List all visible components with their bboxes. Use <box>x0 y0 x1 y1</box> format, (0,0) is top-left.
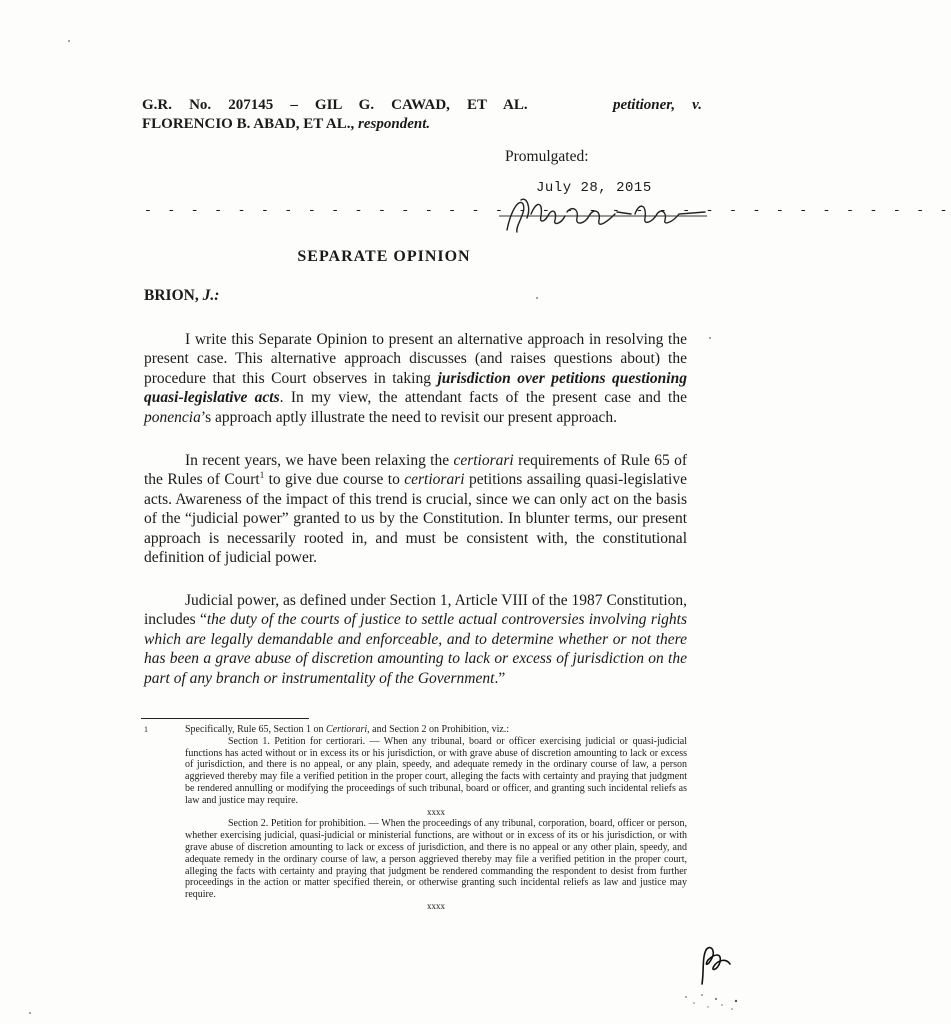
paragraph-2-certiorari-1: certiorari <box>453 452 514 469</box>
handwritten-signature-icon <box>497 190 712 238</box>
footnote-separator-2: xxxx <box>427 900 445 911</box>
paragraph-3 <box>144 591 687 688</box>
case-caption-line-1 <box>142 96 702 115</box>
paragraph-3-text-c: .” <box>494 669 506 687</box>
respondent-name: FLORENCIO B. ABAD, ET AL., <box>142 116 355 132</box>
footnote-section-2: Section 2. Petition for prohibition. — When the proceedings of any tribunal, corporation, board, officer or person, whether exercising judicial, quasi-judicial or ministerial functions, are without or in excess of its or his jurisdiction, or with grave abuse of discretion amounting to lack or excess of jurisdiction, and there is no appeal or any other plain, speedy, and adequate remedy in the ordinary course of law, a person aggrieved thereby may file a verified petition in the proper court, alleging the facts with certainty and praying that judgment be rendered commanding the respondent to desist from further proceedings in the action or matter specified therein, or otherwise granting such incidental reliefs as law and justice may require. <box>185 818 687 901</box>
scan-speck <box>29 1012 31 1014</box>
footnote-intro-c: , and Section 2 on Prohibition, viz.: <box>367 724 510 735</box>
paragraph-1 <box>144 330 687 427</box>
paragraph-2-text-d: to give due course to <box>264 471 405 489</box>
footnote-intro-certiorari: Certiorari <box>326 724 368 735</box>
paragraph-1-ponencia: ponencia <box>144 408 201 426</box>
paragraph-3-text-a: Judicial power, as defined under Section 1, Article VIII of the 1987 Constitution, includes “ <box>144 592 687 629</box>
paragraph-2-certiorari-2: certiorari <box>404 471 465 489</box>
footnote-separator-1: xxxx <box>427 806 445 817</box>
scan-speck <box>709 337 711 339</box>
author-name: BRION, <box>144 287 199 304</box>
paragraph-2-text-a: In recent years, we have been relaxing the <box>185 452 454 469</box>
case-caption-line-2 <box>142 116 430 132</box>
scan-speckle-icon <box>676 985 746 1015</box>
gr-number-and-petitioner: G.R. No. 207145 – GIL G. CAWAD, ET AL. <box>142 97 528 113</box>
footnote-divider <box>141 718 309 719</box>
scan-speck <box>68 40 70 42</box>
respondent-label: respondent. <box>358 116 431 132</box>
opinion-author <box>144 287 219 305</box>
case-caption <box>142 96 702 134</box>
footnote <box>142 724 687 913</box>
promulgation-dashed-line: - - - - - - - - - - - - - - - - - - - - - - - - - - - - - - - - - - - <box>144 203 951 218</box>
paragraph-1-text-e: ’s approach aptly illustrate the need to revisit our present approach. <box>200 408 618 426</box>
paragraph-2-text-f: petitions assailing quasi-legislative acts. Awareness of the impact of this trend is crucial, since we can only act on the basis of the “judicial power” granted to us by the Constitution. In blunter terms, our present approach is necessarily rooted in, and must be consistent with, the constitutional definition of judicial power. <box>144 471 687 567</box>
paragraph-2 <box>144 451 687 567</box>
footnote-intro <box>185 724 687 736</box>
paragraph-2-text-c: requirements of Rule 65 of the Rules of Court <box>144 452 687 489</box>
scan-speck <box>536 297 538 299</box>
opinion-title: SEPARATE OPINION <box>297 248 471 265</box>
footnote-reference[interactable]: 1 <box>259 470 265 481</box>
footnote-section-1: Section 1. Petition for certiorari. — When any tribunal, board or officer exercising judicial or quasi-judicial functions has acted without or in excess its or his jurisdiction, or with grave abuse of discretion amounting to lack or excess of jurisdiction, and there is no appeal, or any plain, speedy, and adequate remedy in the ordinary course of law, a person aggrieved thereby may file a verified petition in the proper court, alleging the facts with certainty and praying that judgment be rendered annulling or modifying the proceedings of such tribunal, board or officer, and granting such incidental reliefs as law and justice may require. <box>185 735 687 806</box>
promulgation-date: July 28, 2015 <box>536 180 652 196</box>
author-title: J.: <box>202 287 220 304</box>
paragraph-3-quote: the duty of the courts of justice to settle actual controversies involving rights which are legally demandable and enforceable, and to determine whether or not there has been a grave abuse of discretion amounting to lack or excess of jurisdiction on the part of any branch or instrumentality of the Government <box>144 611 687 687</box>
footnote-intro-a: Specifically, Rule 65, Section 1 on <box>185 724 326 735</box>
petitioner-label: petitioner, v. <box>612 97 703 113</box>
paragraph-1-emphasis: jurisdiction over petitions questioning quasi-legislative acts <box>144 369 687 407</box>
paragraph-1-text-c: . In my view, the attendant facts of the present case and the <box>279 389 687 407</box>
promulgated-label: Promulgated: <box>505 148 589 165</box>
handwritten-initials-icon <box>696 944 736 988</box>
paragraph-1-text-a: I write this Separate Opinion to present an alternative approach in resolving the present case. This alternative approach discusses (and raises questions about) the procedure that this Court observes in taking <box>144 331 687 387</box>
footnote-mark: 1 <box>144 725 148 734</box>
